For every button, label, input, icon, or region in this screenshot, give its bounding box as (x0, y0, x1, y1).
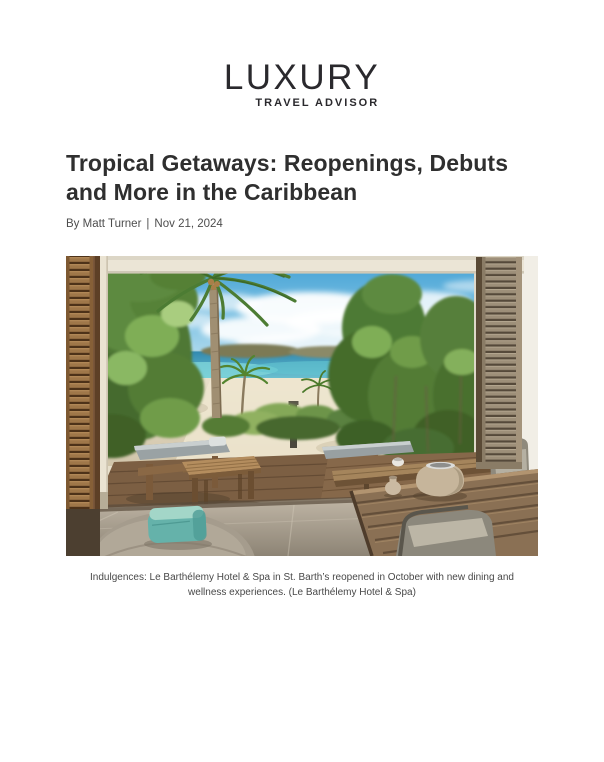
article-hero-figure (66, 256, 538, 601)
hero-caption: Indulgences: Le Barthélemy Hotel & Spa in St. Barth’s reopened in October with new dining and wellness experiences. (Le Barthélemy Hotel & Spa) (90, 571, 514, 599)
article-headline: Tropical Getaways: Reopenings, Debuts and More in the Caribbean (66, 150, 509, 206)
folded-towel (144, 505, 212, 550)
hero-photo (66, 256, 538, 556)
article-body (66, 149, 538, 601)
logo-tagline: TRAVEL ADVISOR (255, 97, 380, 109)
logo-wordmark: LUXURY (223, 58, 381, 97)
ceiling (99, 256, 524, 274)
luxury-travel-advisor-logo[interactable] (224, 60, 380, 109)
right-shutter (476, 257, 522, 469)
masthead (0, 0, 604, 109)
byline-author: By Matt Turner (66, 217, 142, 230)
foreground-chair (396, 507, 496, 556)
article-byline (66, 218, 538, 230)
byline-date: Nov 21, 2024 (154, 217, 223, 230)
hero-photo-illustration (66, 256, 538, 556)
byline-separator: | (146, 217, 150, 230)
